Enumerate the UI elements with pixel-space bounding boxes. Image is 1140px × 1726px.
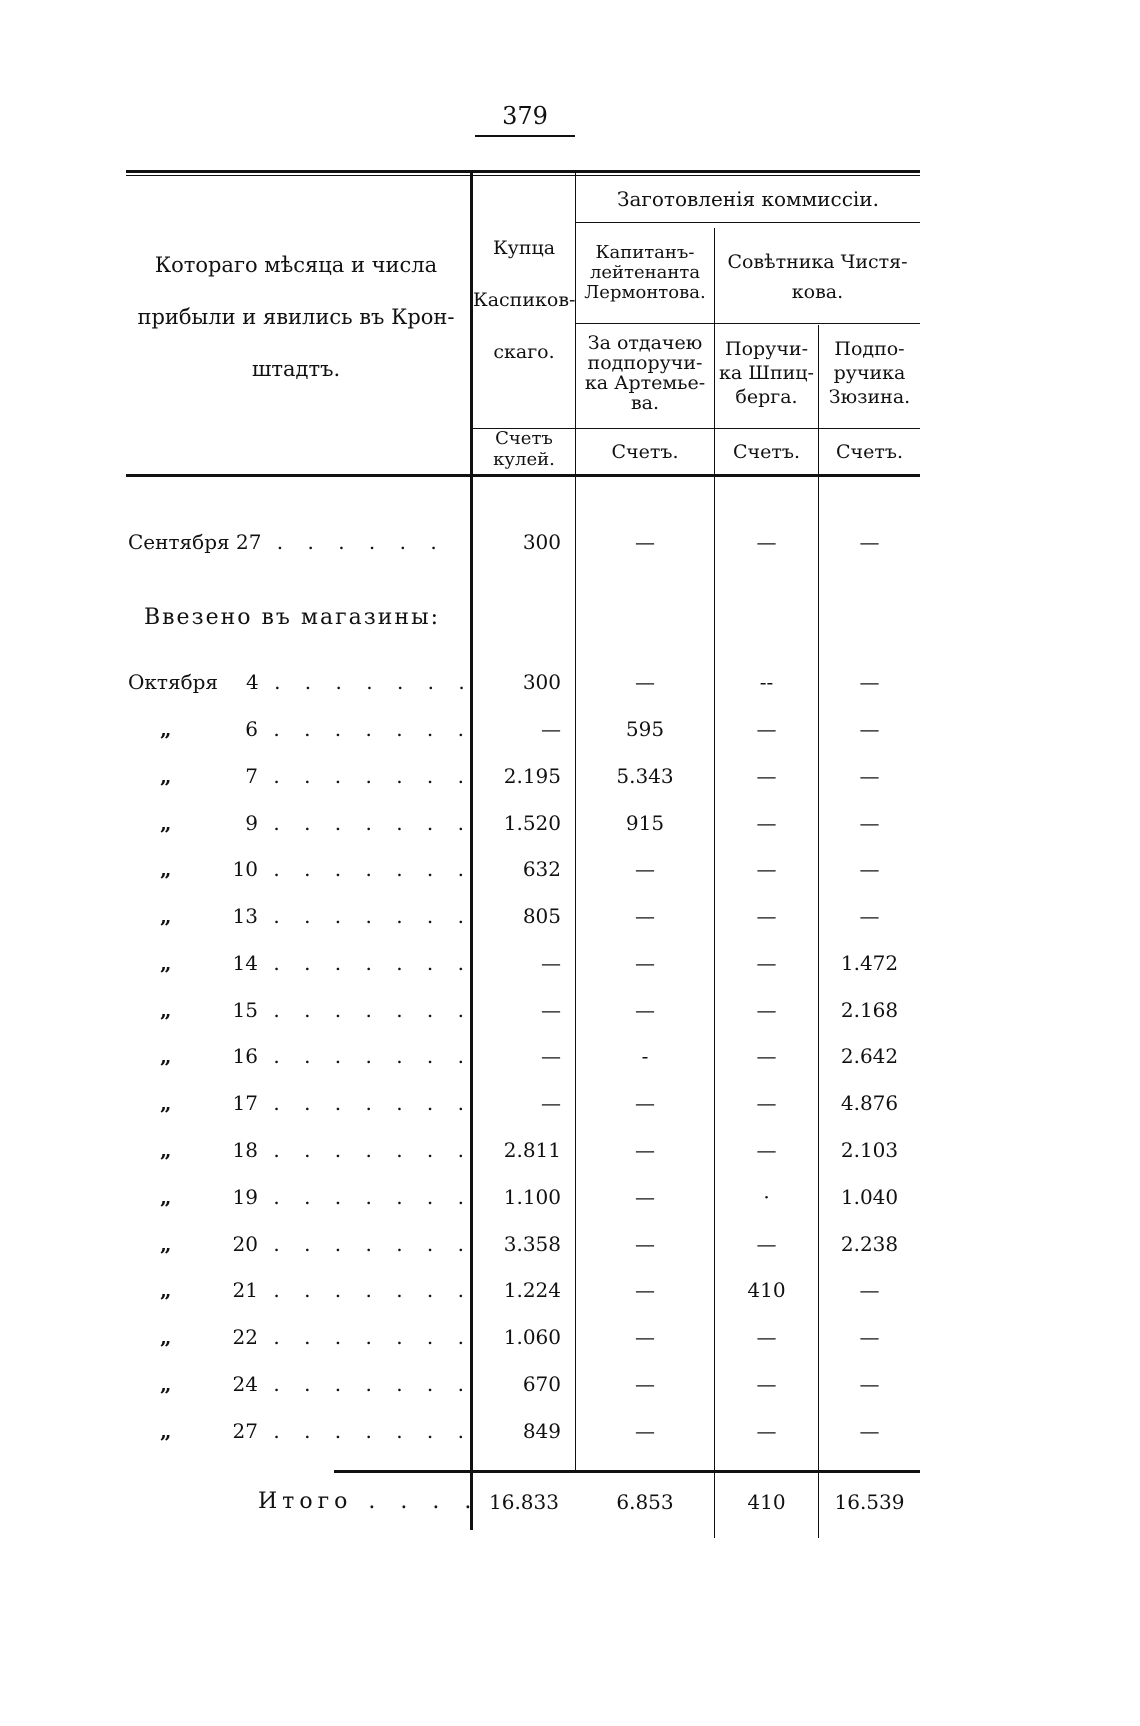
cell-zyuzin: 1.040 [840,1185,899,1209]
total-shpitsberg: 410 [747,1490,786,1514]
row-date [160,1044,473,1068]
sovetnik-header-line-2: кова. [791,281,844,303]
row-date [160,764,473,788]
cell-zyuzin: — [859,811,880,835]
cell-zyuzin: 2.238 [840,1232,899,1256]
cell-shpitsberg: — [756,1091,777,1115]
shpitsberg-header-line-3: берга. [735,386,798,408]
cell-zyuzin: 2.103 [840,1138,899,1162]
row-date [128,670,474,694]
row-day: 10 [232,857,258,881]
leader-dots: . . . . . . . [258,1278,474,1302]
total-label-row [258,1490,480,1514]
total-dots: . . . . [352,1489,481,1514]
hline-commission [576,222,920,223]
cell-kupets: 670 [522,1372,561,1396]
cell-artemiev: — [635,1091,655,1115]
leader-dots: . . . . . . . [258,717,474,741]
commission-header: Заготовленія коммиссіи. [617,187,879,211]
row-day: 20 [232,1232,258,1256]
ditto-mark: „ [160,998,172,1022]
zyuzin-header-line-2: ручика [833,362,906,384]
cell-kupets: — [541,1091,561,1115]
header-bottom-rule [126,474,920,477]
row-day: 18 [232,1138,258,1162]
cell-kupets: — [541,717,561,741]
kapitan-header-line-3: Лермонтова. [584,282,706,303]
artemiev-header-line-3: ка Артемье- [584,372,706,394]
sovetnik-header-line-1: Совѣтника Чистя- [727,251,908,273]
cell-kupets: 300 [522,670,561,694]
cell-artemiev: — [635,1325,655,1349]
leader-dots: . . . . . . . [258,1185,474,1209]
cell-artemiev: — [635,904,655,928]
sovetnik-header [715,247,920,307]
cell-zyuzin: — [859,530,880,554]
date-header-line-2: прибыли и явились въ Крон- [137,305,455,329]
cell-zyuzin: — [859,1325,880,1349]
cell-shpitsberg: · [763,1185,770,1209]
shpitsberg-header-line-1: Поручи- [725,338,808,360]
cell-shpitsberg: — [756,811,777,835]
leader-dots: . . . . . . . [258,951,474,975]
totals-rule [334,1470,920,1473]
kapitan-header [576,243,714,303]
cell-shpitsberg: — [756,717,777,741]
row-date [160,1325,473,1349]
total-zyuzin: 16.539 [834,1490,905,1514]
cell-artemiev: — [635,998,655,1022]
row-date [160,1278,473,1302]
ditto-mark: „ [160,1138,172,1162]
artemiev-unit-header: Счетъ. [611,441,679,463]
kapitan-header-line-2: лейтенанта [589,262,701,283]
row-date [160,1372,473,1396]
leader-dots: . . . . . . . [258,670,474,694]
leader-dots: . . . . . . . [258,1091,474,1115]
ditto-mark: „ [160,857,172,881]
cell-shpitsberg: — [756,904,777,928]
cell-zyuzin: 1.472 [840,951,899,975]
cell-artemiev: — [635,1419,655,1443]
cell-zyuzin: — [859,857,880,881]
kupets-unit-line-1: Счетъ [495,428,553,449]
zyuzin-unit-header: Счетъ. [836,441,903,463]
total-kupets: 16.833 [489,1490,559,1514]
cell-shpitsberg: — [756,951,777,975]
ditto-mark: „ [160,1232,172,1256]
kupets-unit-line-2: кулей. [493,449,555,470]
leader-dots: . . . . . . . [258,1232,474,1256]
total-artemiev: 6.853 [616,1490,674,1514]
ditto-mark: „ [160,1044,172,1068]
row-day: 9 [245,811,258,835]
ditto-mark: „ [160,1419,172,1443]
ditto-mark: „ [160,717,172,741]
row-date [160,1185,473,1209]
zyuzin-header [819,337,920,409]
leader-dots: . . . . . . . [258,857,474,881]
cell-artemiev: — [635,857,655,881]
cell-artemiev: 595 [625,717,665,741]
top-rule [126,170,920,173]
artemiev-header-line-2: подпоручи- [587,352,703,374]
ditto-mark: „ [160,904,172,928]
cell-zyuzin: — [859,1372,880,1396]
row-date [160,904,473,928]
kupets-header-line-1: Купца [492,237,556,259]
cell-kupets: 2.195 [503,764,561,788]
shpitsberg-header [715,337,818,409]
cell-artemiev: — [635,530,655,554]
row-day: 13 [232,904,258,928]
date-column-header [126,252,466,382]
cell-kupets: 1.224 [503,1278,561,1302]
kupets-unit-header [473,428,575,470]
cell-kupets: 849 [522,1419,561,1443]
leader-dots: . . . . . . . [258,1138,474,1162]
ditto-mark: „ [160,1325,172,1349]
row-day: 7 [245,764,258,788]
leader-dots: . . . . . . . [258,904,474,928]
ditto-mark: „ [160,1185,172,1209]
artemiev-header-line-1: За отдачею [587,332,703,354]
cell-artemiev: - [641,1044,649,1068]
cell-zyuzin: — [859,670,880,694]
artemiev-header-line-4: ва. [630,392,660,414]
row-day: 27 [232,1419,258,1443]
row-day: 4 [246,670,259,694]
cell-artemiev: — [635,1372,655,1396]
cell-shpitsberg: — [756,1044,777,1068]
row-date [160,811,473,835]
shpitsberg-header-line-2: ка Шпиц- [719,362,814,384]
row-date [160,717,473,741]
cell-zyuzin: 2.168 [840,998,899,1022]
row-date [128,530,446,554]
row-date [160,1138,473,1162]
leader-dots: . . . . . . . [258,1325,474,1349]
cell-kupets: 805 [522,904,561,928]
row-date [160,1419,473,1443]
row-date [160,1091,473,1115]
cell-artemiev: 5.343 [616,764,674,788]
cell-artemiev: — [635,1278,655,1302]
cell-zyuzin: — [859,904,880,928]
cell-artemiev: 915 [625,811,665,835]
date-header-line-1: Котораго мѣсяца и числа [154,253,438,277]
date-header-line-3: штадтъ. [251,357,341,381]
row-day: 17 [232,1091,258,1115]
cell-kupets: — [541,998,561,1022]
cell-kupets: 300 [522,530,561,554]
ditto-mark: „ [160,1091,172,1115]
vline-shpitsberg-zyuzin [818,325,819,1538]
cell-kupets: 1.100 [503,1185,561,1209]
ditto-mark: „ [160,764,172,788]
kupets-column-header [473,236,575,364]
cell-shpitsberg: — [756,1419,777,1443]
cell-zyuzin: — [859,1419,880,1443]
row-day: 6 [245,717,258,741]
ditto-mark: „ [160,1278,172,1302]
leader-dots: . . . . . . [261,530,446,554]
cell-artemiev: — [635,1138,655,1162]
hline-kapitan [576,323,920,324]
leader-dots: . . . . . . . [258,764,474,788]
cell-kupets: — [541,1044,561,1068]
row-day: 14 [232,951,258,975]
cell-artemiev: — [635,1232,655,1256]
shpitsberg-unit-header: Счетъ. [733,441,800,463]
row-day: 22 [232,1325,258,1349]
row-month-label: Октября [128,670,219,694]
leader-dots: . . . . . . . [258,1419,474,1443]
cell-shpitsberg: — [756,1372,777,1396]
row-date-label: Сентября 27 [128,530,262,554]
cell-shpitsberg: — [756,764,777,788]
row-day: 15 [232,998,258,1022]
page-number: 379 [502,102,548,130]
page-number-underline [475,135,575,137]
cell-kupets: 3.358 [503,1232,561,1256]
cell-shpitsberg: — [756,998,777,1022]
total-label: Итого [258,1489,353,1514]
cell-shpitsberg: — [756,1325,777,1349]
ditto-mark: „ [160,951,172,975]
cell-shpitsberg: — [756,857,777,881]
cell-shpitsberg: -- [759,670,774,694]
kupets-header-line-3: скаго. [493,341,555,363]
cell-kupets: — [541,951,561,975]
ditto-mark: „ [160,1372,172,1396]
cell-kupets: 1.060 [503,1325,561,1349]
section-label: Ввезено въ магазины: [144,605,440,630]
row-date [160,951,473,975]
cell-shpitsberg: — [756,1138,777,1162]
cell-zyuzin: 2.642 [840,1044,899,1068]
cell-zyuzin: 4.876 [840,1091,899,1115]
cell-artemiev: — [635,670,655,694]
leader-dots: . . . . . . . [258,998,474,1022]
leader-dots: . . . . . . . [258,1372,474,1396]
leader-dots: . . . . . . . [258,811,474,835]
cell-shpitsberg: — [756,1232,777,1256]
row-day: 24 [232,1372,258,1396]
row-date [160,857,473,881]
row-day: 21 [232,1278,258,1302]
cell-artemiev: — [635,951,655,975]
kapitan-header-line-1: Капитанъ- [595,242,695,263]
row-date [160,998,473,1022]
cell-kupets: 1.520 [503,811,561,835]
zyuzin-header-line-1: Подпо- [834,338,905,360]
cell-zyuzin: — [859,764,880,788]
cell-zyuzin: — [859,1278,880,1302]
row-date [160,1232,473,1256]
cell-shpitsberg: — [756,530,777,554]
row-day: 19 [232,1185,258,1209]
cell-shpitsberg: 410 [747,1278,786,1302]
zyuzin-header-line-3: Зюзина. [828,386,911,408]
row-day: 16 [232,1044,258,1068]
kupets-header-line-2: Каспиков- [473,289,576,311]
cell-zyuzin: — [859,717,880,741]
leader-dots: . . . . . . . [258,1044,474,1068]
cell-kupets: 632 [522,857,561,881]
ditto-mark: „ [160,811,172,835]
cell-artemiev: — [635,1185,655,1209]
cell-kupets: 2.811 [503,1138,561,1162]
artemiev-header [576,333,714,413]
top-rule-thin [126,175,920,176]
